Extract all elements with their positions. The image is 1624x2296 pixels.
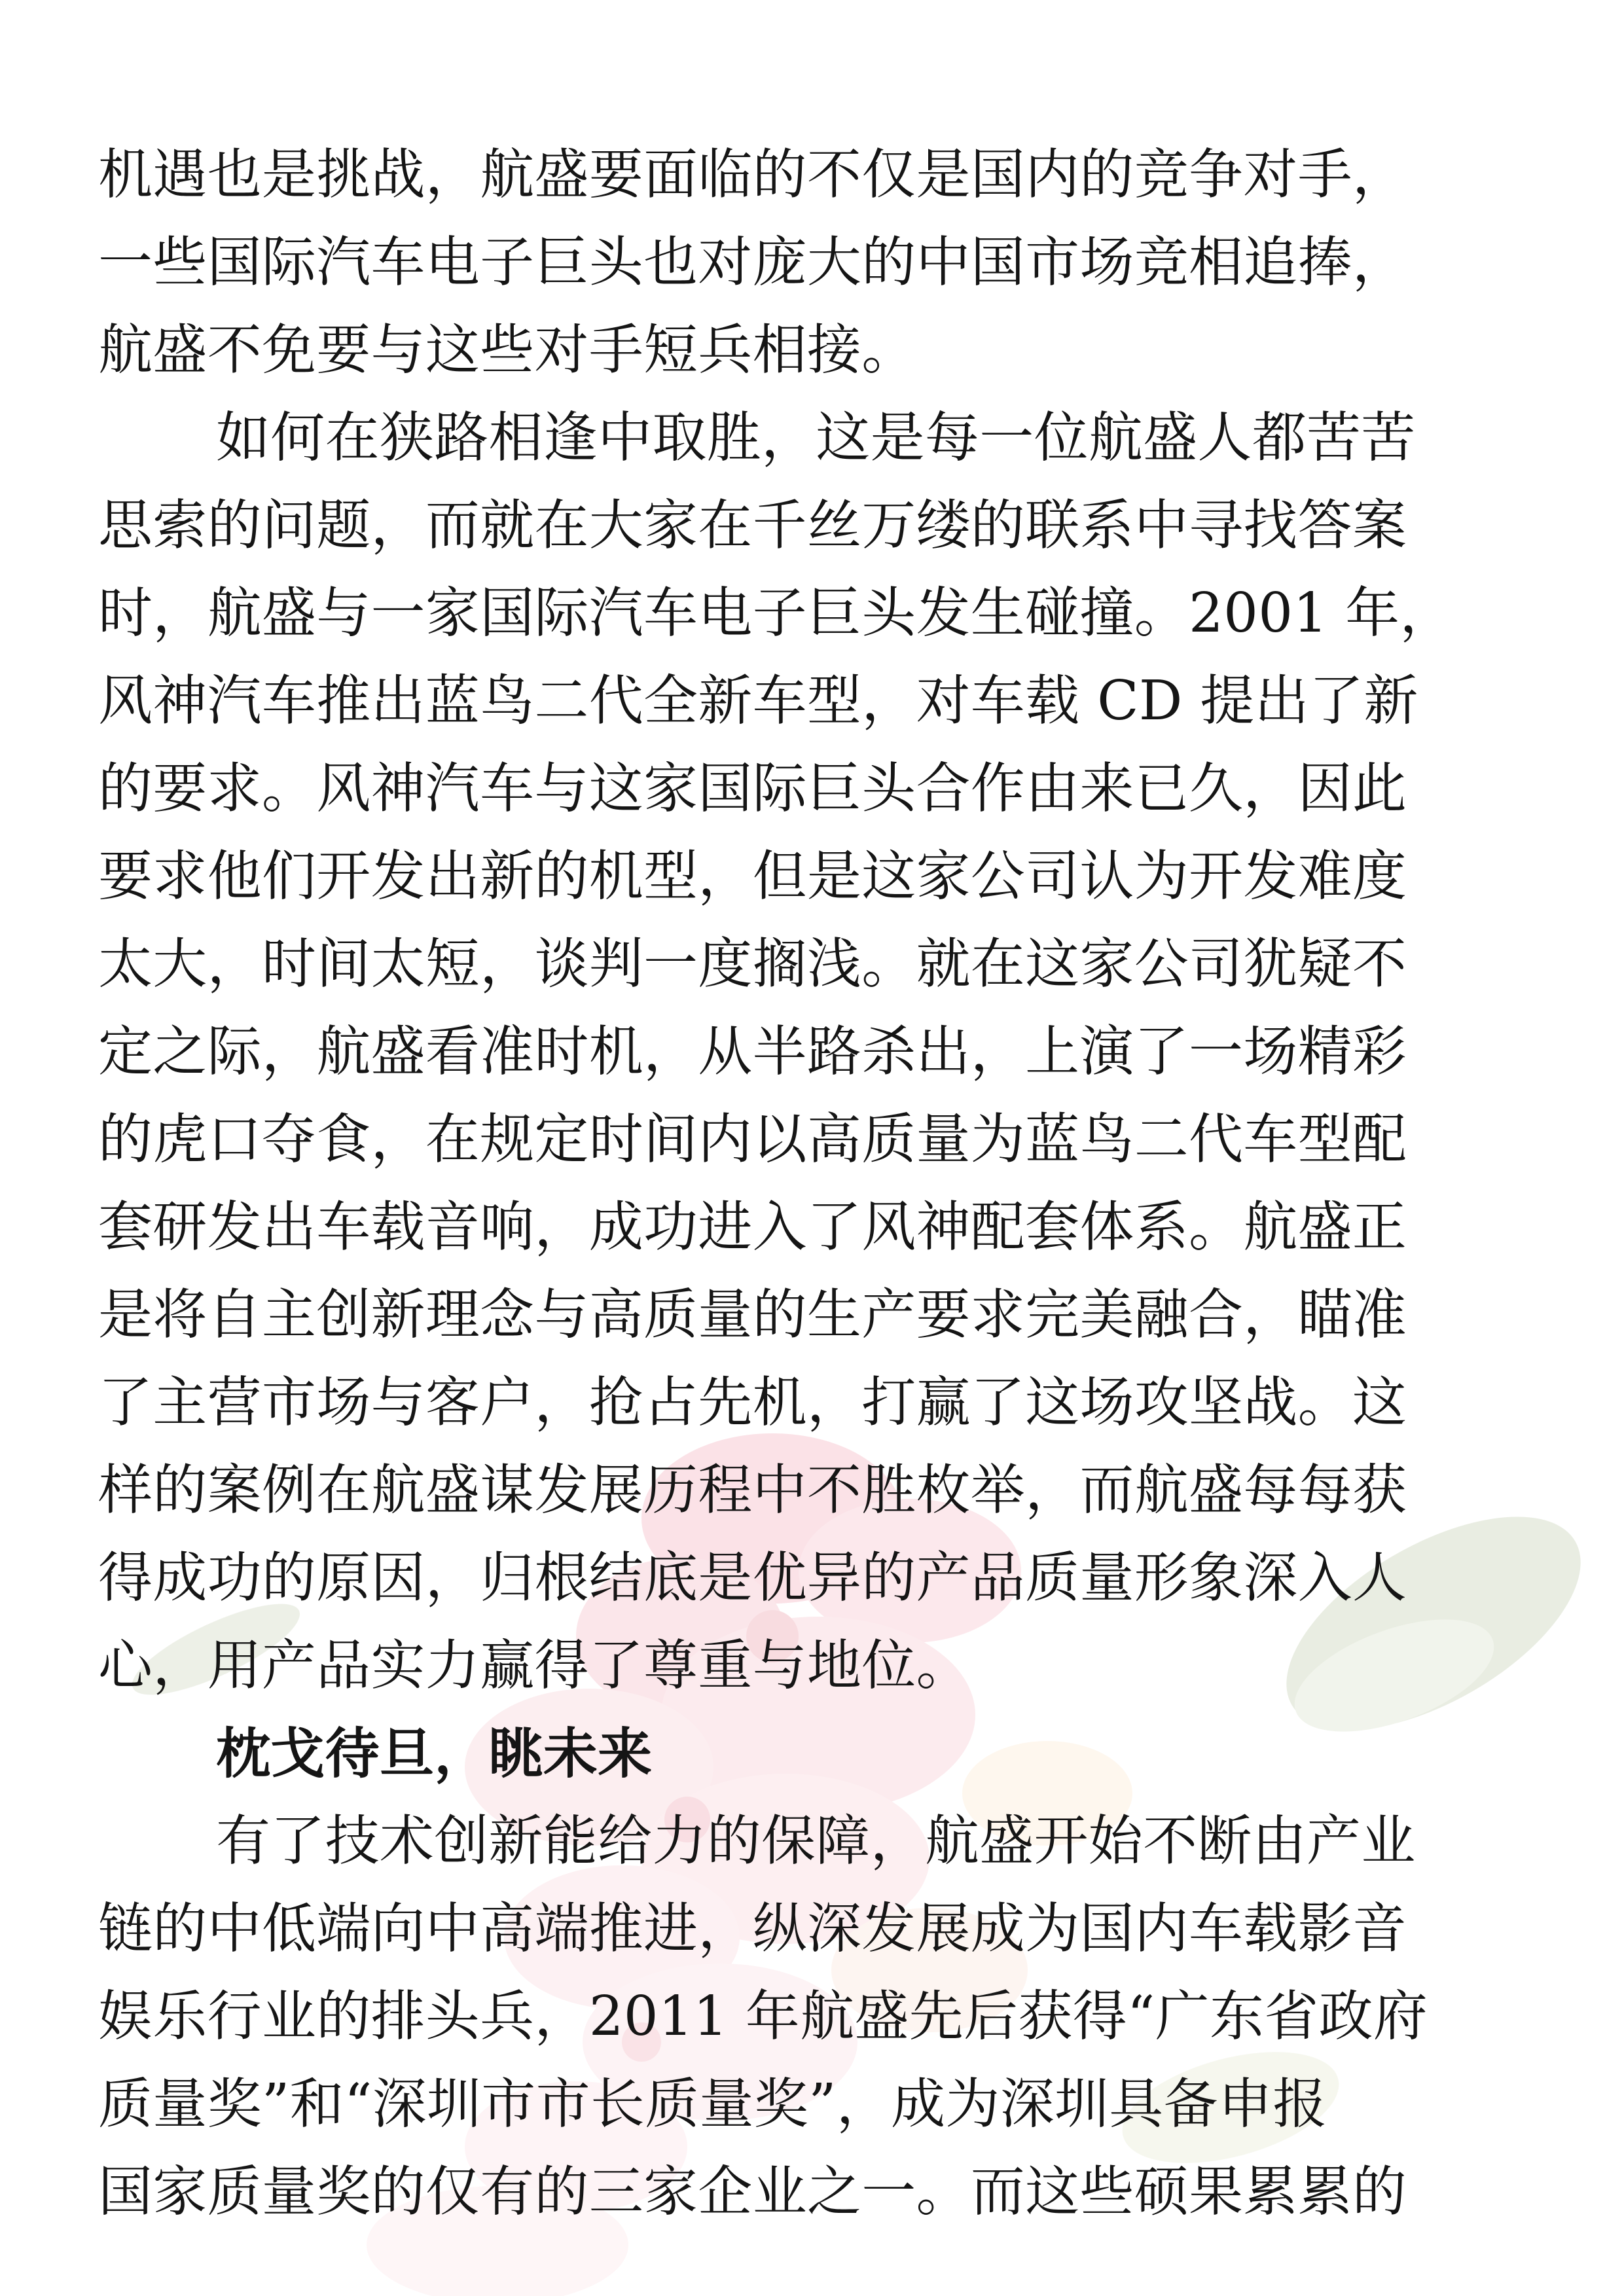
text-line: 时，航盛与一家国际汽车电子巨头发生碰撞。2001 年，: [98, 581, 1454, 645]
paragraph-start-line: 有了技术创新能给力的保障，航盛开始不断由产业: [216, 1809, 1416, 1873]
text-line: 了主营市场与客户，抢占先机，打赢了这场攻坚战。这: [98, 1371, 1407, 1434]
body-text: [98, 131, 1532, 2236]
text-line: 是将自主创新理念与高质量的生产要求完美融合，瞄准: [98, 1283, 1407, 1346]
text-line: 套研发出车载音响，成功进入了风神配套体系。航盛正: [98, 1195, 1407, 1259]
text-line: 链的中低端向中高端推进，纵深发展成为国内车载影音: [98, 1897, 1407, 1960]
text-line: 国家质量奖的仅有的三家企业之一。而这些硕果累累的: [98, 2160, 1407, 2223]
text-line: 定之际，航盛看准时机，从半路杀出，上演了一场精彩: [98, 1020, 1407, 1083]
text-line: 一些国际汽车电子巨头也对庞大的中国市场竞相追捧，: [98, 230, 1407, 294]
text-line: 的虎口夺食，在规定时间内以高质量为蓝鸟二代车型配: [98, 1107, 1407, 1171]
text-line: 思索的问题，而就在大家在千丝万缕的联系中寻找答案: [98, 493, 1407, 557]
text-line: 机遇也是挑战，航盛要面临的不仅是国内的竞争对手，: [98, 143, 1407, 206]
text-line: 得成功的原因，归根结底是优异的产品质量形象深入人: [98, 1546, 1407, 1609]
text-line: 娱乐行业的排头兵，2011 年航盛先后获得“广东省政府: [98, 1984, 1428, 2048]
text-line: 航盛不免要与这些对手短兵相接。: [98, 318, 916, 382]
text-line: 质量奖”和“深圳市市长质量奖”，成为深圳具备申报: [98, 2072, 1327, 2136]
section-heading: 枕戈待旦，眺未来: [216, 1721, 653, 1785]
paragraph-start-line: 如何在狭路相逢中取胜，这是每一位航盛人都苦苦: [216, 406, 1416, 469]
text-line: 样的案例在航盛谋发展历程中不胜枚举，而航盛每每获: [98, 1458, 1407, 1522]
text-line: 的要求。风神汽车与这家国际巨头合作由来已久，因此: [98, 757, 1407, 820]
text-line: 太大，时间太短，谈判一度搁浅。就在这家公司犹疑不: [98, 932, 1407, 996]
text-line: 心，用产品实力赢得了尊重与地位。: [98, 1634, 971, 1697]
text-line: 要求他们开发出新的机型，但是这家公司认为开发难度: [98, 844, 1407, 908]
text-line: 风神汽车推出蓝鸟二代全新车型，对车载 CD 提出了新: [98, 669, 1418, 732]
